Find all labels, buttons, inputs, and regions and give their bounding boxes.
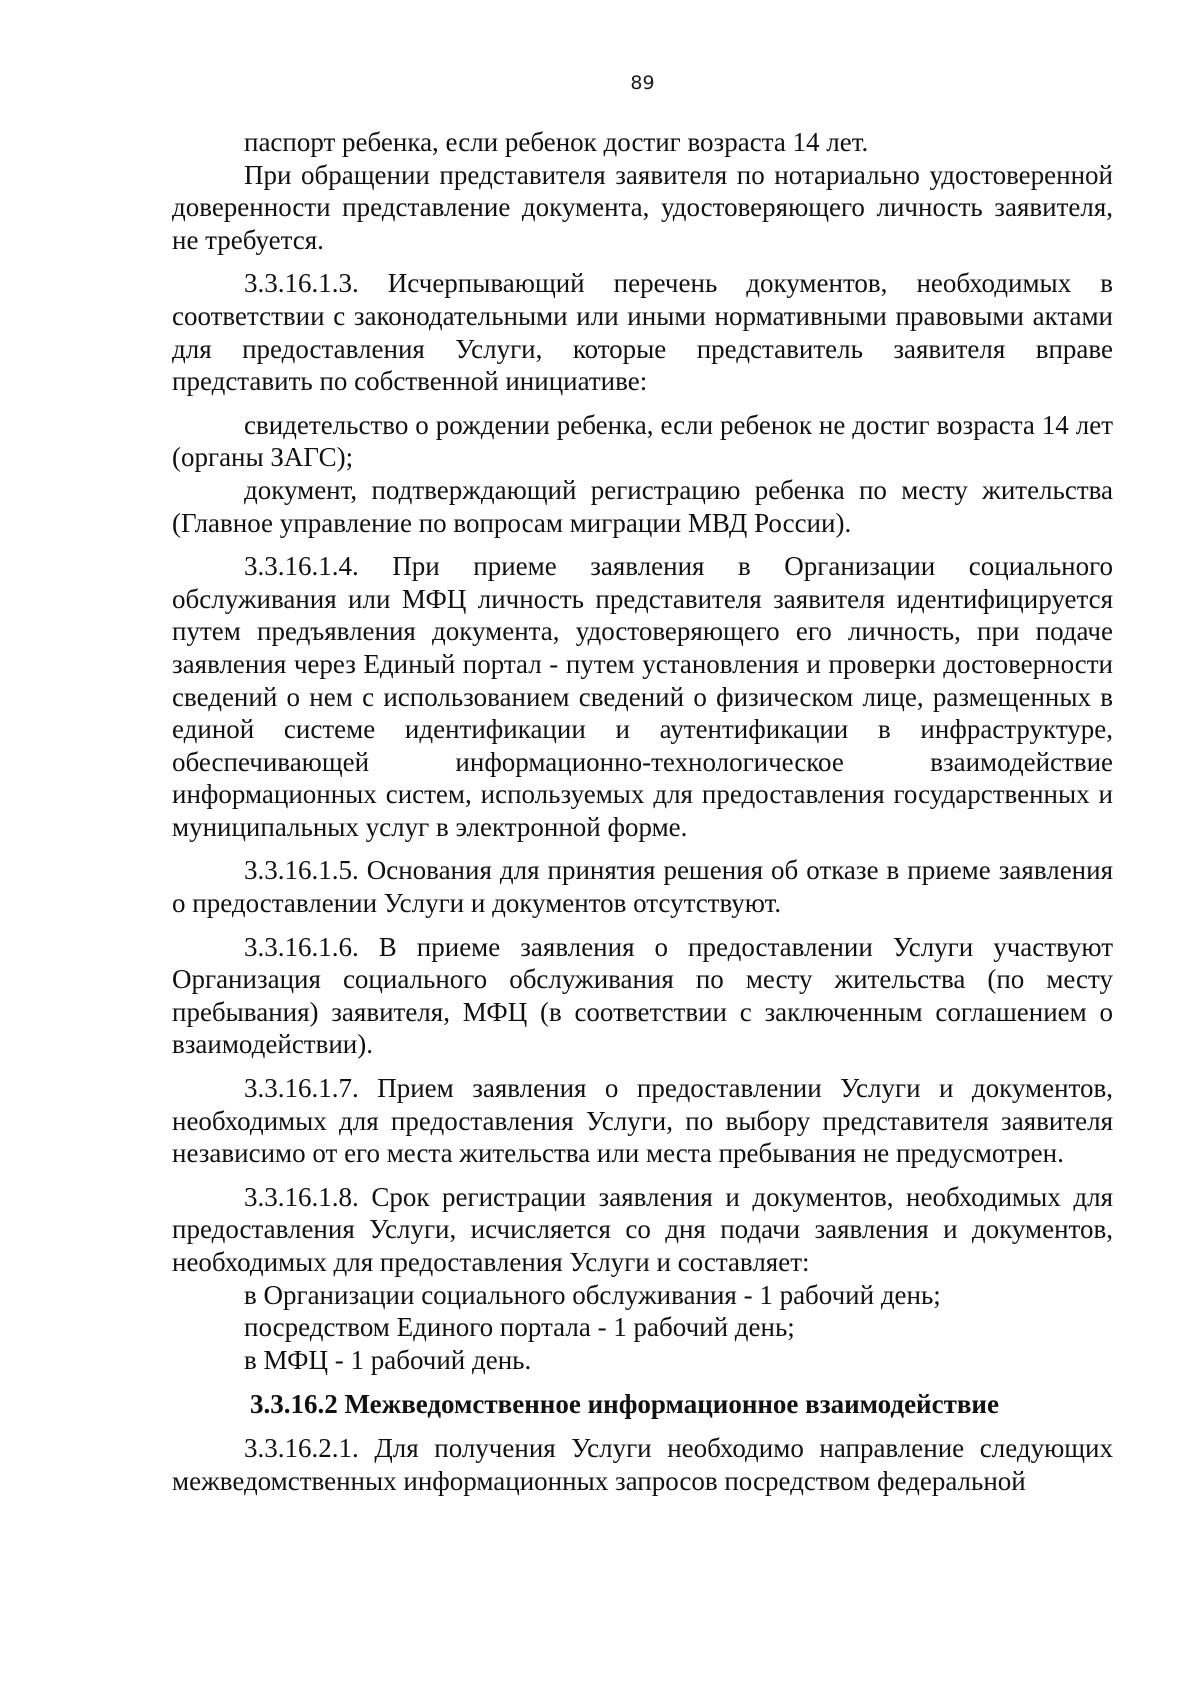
paragraph-3-3-16-1-4: 3.3.16.1.4. При приеме заявления в Организации социального обслуживания или МФЦ личность представителя заявителя идентифицируется путем предъявления документа, удостоверяющего его личность, при подаче заявления через Единый портал - путем установления и проверки достоверности сведений о нем с использованием сведений о физическом лице, размещенных в единой системе идентификации и аутентификации в инфраструктуре, обеспечивающей информационно-технологическое взаимодействие информационных систем, используемых для предоставления государственных и муниципальных услуг в электронной форме.	[172, 551, 1113, 842]
paragraph-notarial-proxy: При обращении представителя заявителя по нотариально удостоверенной доверенности представление документа, удостоверяющего личность заявителя, не требуется.	[172, 159, 1113, 255]
list-item-mfc: в МФЦ - 1 рабочий день.	[244, 1344, 532, 1375]
paragraph-passport: паспорт ребенка, если ребенок достиг возраста 14 лет.	[244, 127, 869, 157]
page-number: 89	[630, 72, 655, 94]
paragraph-birth-certificate: свидетельство о рождении ребенка, если ребенок не достиг возраста 14 лет (органы ЗАГС);	[172, 409, 1113, 473]
paragraph-3-3-16-1-3: 3.3.16.1.3. Исчерпывающий перечень документов, необходимых в соответствии с законодательными или иными нормативными правовыми актами для предоставления Услуги, которые представитель заявителя вправе представить по собственной инициативе:	[172, 268, 1113, 397]
paragraph-3-3-16-1-6: 3.3.16.1.6. В приеме заявления о предоставлении Услуги участвуют Организация социального обслуживания по месту жительства (по месту пребывания) заявителя, МФЦ (в соответствии с заключенным соглашением о взаимодействии).	[172, 931, 1113, 1060]
paragraph-3-3-16-1-7: 3.3.16.1.7. Прием заявления о предоставлении Услуги и документов, необходимых для предоставления Услуги, по выбору представителя заявителя независимо от его места жительства или места пребывания не предусмотрен.	[172, 1073, 1113, 1169]
list-item-social-organization: в Организации социального обслуживания - 1 рабочий день;	[244, 1279, 941, 1310]
paragraph-3-3-16-2-1: 3.3.16.2.1. Для получения Услуги необходимо направление следующих межведомственных информационных запросов посредством федеральной	[172, 1432, 1113, 1496]
paragraph-3-3-16-1-5: 3.3.16.1.5. Основания для принятия решения об отказе в приеме заявления о предоставлении Услуги и документов отсутствуют.	[172, 855, 1113, 919]
paragraph-3-3-16-1-8: 3.3.16.1.8. Срок регистрации заявления и документов, необходимых для предоставления Услуги, исчисляется со дня подачи заявления и документов, необходимых для предоставления Услуги и составляет:	[172, 1181, 1113, 1277]
page-body	[172, 126, 1113, 1497]
paragraph-registration-document: документ, подтверждающий регистрацию ребенка по месту жительства (Главное управление по вопросам миграции МВД России).	[172, 474, 1113, 538]
list-item-unified-portal: посредством Единого портала - 1 рабочий день;	[244, 1312, 795, 1343]
section-heading: 3.3.16.2 Межведомственное информационное взаимодействие	[250, 1389, 999, 1420]
